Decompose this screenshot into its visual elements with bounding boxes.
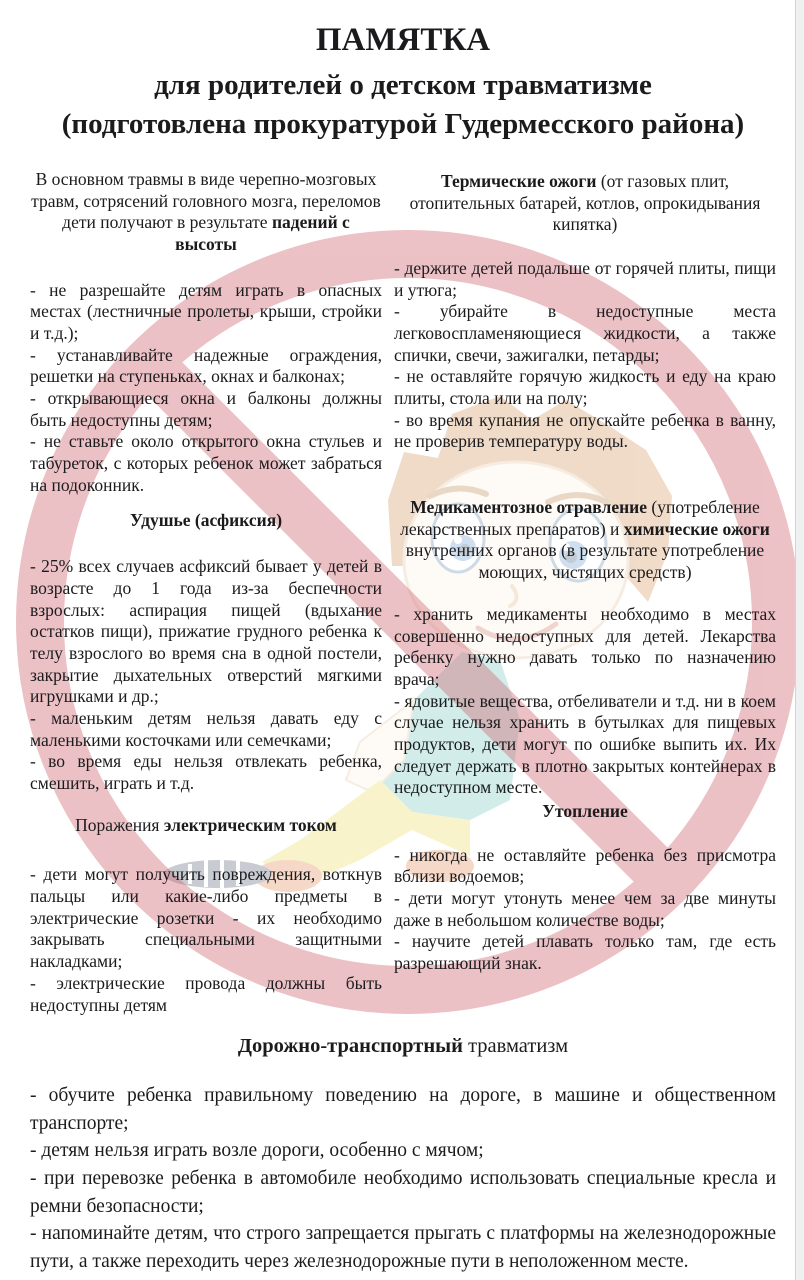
list-item: - 25% всех случаев асфиксий бывает у детей в возрасте до 1 года из-за беспечности взрослых: аспирация пищей (вдыхание остатков пищи), прижатие грудного ребенка к телу взрослого во время сна в одной постели, закрытие дыхательных отверстий мягкими игрушками и др.;	[30, 556, 382, 707]
list-item: - электрические провода должны быть недоступны детям	[30, 972, 382, 1015]
right-column-section-3	[394, 801, 776, 975]
list-item: - научите детей плавать только там, где есть разрешающий знак.	[394, 931, 776, 974]
list-item: - дети могут утонуть менее чем за две минуты даже в небольшом количестве воды;	[394, 888, 776, 930]
bold-text: падений с высоты	[175, 212, 350, 254]
bold-text: электрическим током	[163, 814, 337, 835]
two-column-layout	[30, 169, 776, 1031]
document-title: ПАМЯТКА	[315, 22, 491, 58]
bottom-section-1	[30, 1035, 776, 1276]
list-item: - убирайте в недоступные места легковоспламеняющиеся жидкости, а также спички, свечи, зажигалки, петарды;	[394, 301, 776, 365]
right-column-section-1	[394, 171, 776, 453]
list-item: - при перевозке ребенка в автомобиле необходимо использовать специальные кресла и ремни безопасности;	[30, 1167, 776, 1217]
bold-text: Утопление	[542, 801, 628, 822]
section-heading	[30, 1035, 776, 1058]
list-item: - во время еды нельзя отвлекать ребенка, смешить, играть и т.д.	[30, 751, 382, 794]
bold-text: Удушье (асфиксия)	[129, 510, 283, 531]
left-column	[30, 169, 382, 1016]
list-item: - дети могут получить повреждения, воткнув пальцы или какие-либо предметы в электрические розетки - их необходимо закрывать специальными защитными накладками;	[30, 864, 382, 972]
right-column-section-2	[394, 497, 776, 799]
text: внутренних органов (в результате употребление моющих, чистящих средств)	[405, 540, 765, 583]
list-item: - напоминайте детям, что строго запрещается прыгать с платформы на железнодорожные пути, а также переходить через железнодорожные пути в неположенном месте.	[30, 1223, 776, 1272]
list-item: - устанавливайте надежные ограждения, решетки на ступеньках, окнах и балконах;	[30, 344, 382, 387]
section-heading	[30, 510, 382, 532]
bold-text: Медикаментозное отравление	[410, 497, 648, 518]
list-item: - не разрешайте детям играть в опасных местах (лестничные пролеты, крыши, стройки и т.д.);	[30, 279, 382, 343]
document-subtitle-line2: (подготовлена прокуратурой Гудермесского района)	[61, 107, 745, 140]
bottom-section	[30, 1035, 776, 1276]
section-intro	[30, 169, 382, 256]
document-subtitle-line1: для родителей о детском травматизме	[154, 69, 652, 102]
list-item: - маленьким детям нельзя давать еду с маленькими косточками или семечками;	[30, 707, 382, 750]
list-item: - во время купания не опускайте ребенка в ванну, не проверив температуру воды.	[394, 409, 776, 452]
list-item: - детям нельзя играть возле дороги, особенно с мячом;	[30, 1140, 484, 1162]
text: (от газовых плит, отопительных батарей, котлов, опрокидывания кипятка)	[409, 170, 761, 235]
left-column-section-1	[30, 169, 382, 497]
bold-text: химические ожоги	[623, 518, 770, 539]
text: Поражения	[75, 814, 164, 835]
list-item: - обучите ребенка правильному поведению на дороге, в машине и общественном транспорте;	[30, 1084, 776, 1134]
section-heading	[30, 815, 382, 837]
bold-text: Термические ожоги	[440, 170, 597, 191]
section-heading	[394, 171, 776, 236]
list-item: - хранить медикаменты необходимо в местах совершенно недоступных для детей. Лекарства ребенку нужно давать только по назначению врача;	[394, 603, 776, 689]
list-item: - открывающиеся окна и балконы должны быть недоступны детям;	[30, 388, 382, 430]
left-column-section-2	[30, 510, 382, 794]
text: травматизм	[462, 1034, 569, 1057]
section-heading	[394, 497, 776, 584]
right-column	[394, 169, 776, 975]
section-heading	[394, 801, 776, 823]
list-item: - держите детей подальше от горячей плиты, пищи и утюга;	[394, 257, 776, 300]
left-column-section-3	[30, 815, 382, 1017]
list-item: - никогда не оставляйте ребенка без присмотра вблизи водоемов;	[394, 844, 776, 887]
list-item: - не оставляйте горячую жидкость и еду на краю плиты, стола или на полу;	[394, 366, 776, 409]
text: (употребление лекарственных препаратов) и	[400, 497, 760, 539]
text: В основном травмы в виде черепно-мозговых травм, сотрясений головного мозга, переломов дети получают в результате	[31, 168, 381, 233]
list-item: - не ставьте около открытого окна стульев и табуреток, с которых ребенок может забраться на подоконник.	[30, 431, 382, 495]
bold-text: Дорожно-транспортный	[237, 1034, 463, 1057]
list-item: - ядовитые вещества, отбеливатели и т.д. ни в коем случае нельзя хранить в бутылках для пищевых продуктов, дети могут по ошибке выпить их. Их следует держать в плотно закрытых контейнерах в недоступном месте.	[394, 690, 776, 798]
